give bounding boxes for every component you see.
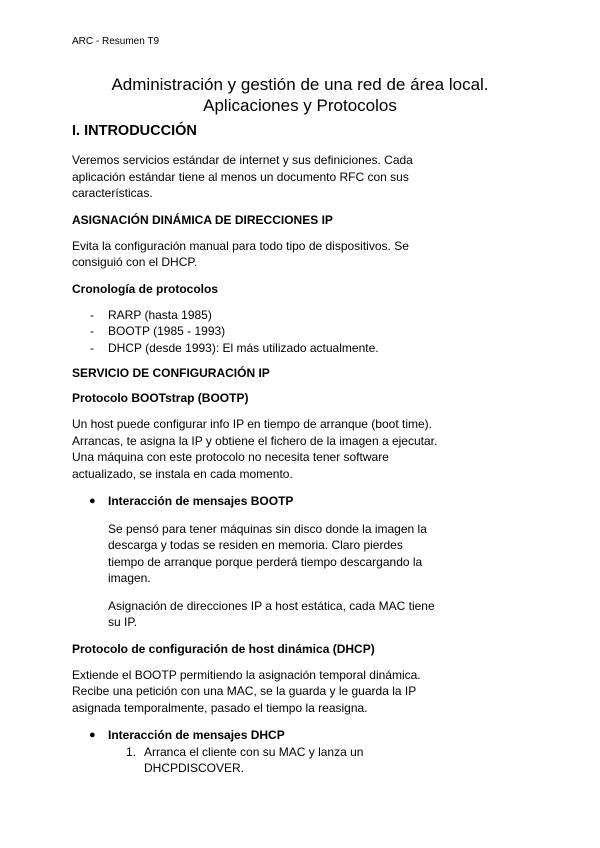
document-body — [72, 123, 452, 777]
dhcp-heading: Protocolo de configuración de host dinámica (DHCP) — [72, 641, 375, 656]
chronology-heading: Cronología de protocolos — [72, 281, 218, 296]
list-item: - DHCP (desde 1993): El más utilizado actualmente. — [90, 340, 379, 355]
bullet-icon: ● — [89, 729, 96, 741]
step-number: 1. — [126, 744, 137, 759]
dynamic-ip-heading: ASIGNACIÓN DINÁMICA DE DIRECCIONES IP — [72, 212, 333, 227]
document-title — [0, 74, 600, 116]
dhcp-steps-list — [72, 744, 452, 777]
bullet-icon: ● — [89, 495, 96, 507]
dhcp-text: Extiende el BOOTP permitiendo la asignación temporal dinámica. Recibe una petición con una MAC, se la guarda y le guarda la IP asignada temporalmente, pasado el tiempo la reasigna. — [72, 667, 421, 715]
bootp-heading: Protocolo BOOTstrap (BOOTP) — [72, 391, 249, 405]
list-item: - BOOTP (1985 - 1993) — [90, 324, 226, 338]
intro-text: Veremos servicios estándar de internet y sus definiciones. Cada aplicación estándar tiene al menos un documento RFC con sus características. — [72, 153, 413, 200]
bootp-bullet-body — [72, 521, 440, 631]
dash-marker: - — [90, 324, 94, 338]
intro-heading: I. INTRODUCCIÓN — [72, 123, 197, 139]
ip-config-heading: SERVICIO DE CONFIGURACIÓN IP — [72, 366, 270, 380]
bootp-bullet-item — [72, 493, 452, 510]
dash-marker: - — [90, 340, 94, 355]
bootp-paragraph-2: Asignación de direcciones IP a host estática, cada MAC tiene su IP. — [108, 598, 435, 629]
chronology-list — [72, 307, 452, 357]
bootp-text: Un host puede configurar info IP en tiempo de arranque (boot time). Arrancas, te asigna la IP y obtiene el fichero de la imagen a ejecutar. Una máquina con este protocolo no necesita tener software actualizado, se instala en cada momento. — [72, 417, 438, 481]
list-item: - RARP (hasta 1985) — [90, 307, 212, 322]
dhcp-bullet-title: Interacción de mensajes DHCP — [108, 728, 285, 742]
bootp-bullet-title: Interacción de mensajes BOOTP — [108, 494, 294, 508]
page-header: ARC - Resumen T9 — [72, 36, 160, 47]
bootp-paragraph-1: Se pensó para tener máquinas sin disco donde la imagen la descarga y todas se residen en memoria. Claro pierdes tiempo de arranque porque perderá tiempo descargando la imagen. — [108, 521, 427, 585]
list-item — [72, 744, 376, 777]
dash-marker: - — [90, 307, 94, 322]
step-text: Arranca el cliente con su MAC y lanza un DHCPDISCOVER. — [144, 744, 364, 775]
dynamic-ip-text: Evita la configuración manual para todo tipo de dispositivos. Se consiguió con el DHCP. — [72, 238, 409, 269]
title-line-1: Administración y gestión de una red de área local. — [111, 75, 489, 94]
dhcp-bullet-item — [72, 727, 452, 744]
title-line-2: Aplicaciones y Protocolos — [203, 96, 397, 115]
